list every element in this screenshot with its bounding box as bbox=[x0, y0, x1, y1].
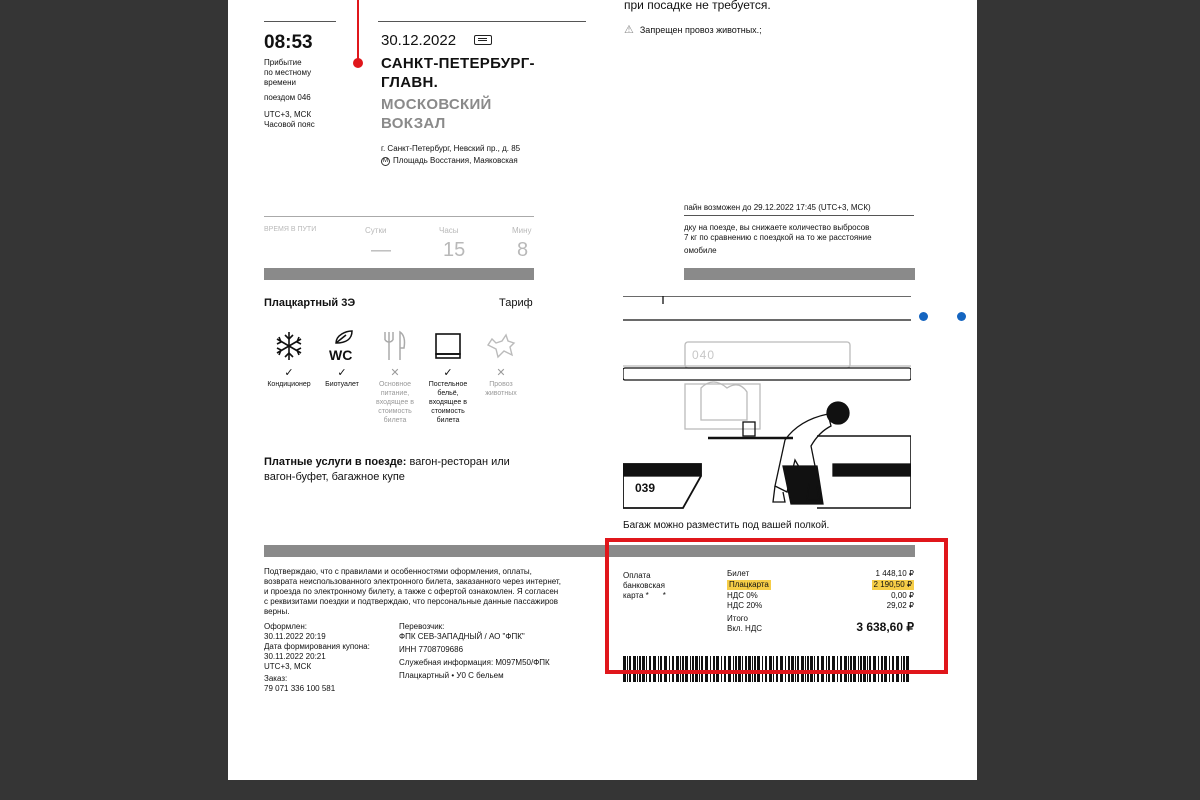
amenity-meal: ✕ Основное питание, входящее в стоимость билета bbox=[370, 328, 420, 425]
metro-info: M Площадь Восстания, Маяковская bbox=[383, 156, 518, 165]
payment-method: Оплата банковская карта * * bbox=[623, 571, 666, 600]
tariff-label: Тариф bbox=[499, 297, 533, 309]
illustration-caption: Багаж можно разместить под вашей полкой. bbox=[623, 520, 830, 531]
price-row-highlight: Плацкарта 2 190,50 ₽ bbox=[729, 580, 912, 589]
ticket-page bbox=[228, 0, 977, 780]
hours-value: 15 bbox=[443, 239, 466, 261]
scroll-indicator-dot[interactable] bbox=[919, 312, 928, 321]
section-bar bbox=[264, 268, 534, 280]
carriage-class: Плацкартный 3Э bbox=[264, 297, 356, 309]
amenity-wc: WC ✓ Биотуалет bbox=[317, 328, 367, 389]
total-row: Итого Вкл. НДС 3 638,60 ₽ bbox=[727, 614, 914, 634]
divider bbox=[684, 215, 914, 216]
amenity-bedding: ✓ Постельное бельё, входящее в стоимость билета bbox=[423, 328, 473, 425]
train-icon bbox=[474, 35, 492, 45]
bedding-icon bbox=[423, 328, 473, 364]
divider bbox=[264, 216, 534, 217]
price-row: Билет 1 448,10 ₽ bbox=[727, 569, 914, 578]
hours-label: Часы bbox=[439, 226, 459, 235]
luggage-illustration bbox=[623, 296, 911, 511]
price-row: НДС 20% 29,02 ₽ bbox=[727, 601, 914, 610]
divider bbox=[264, 21, 336, 22]
arrival-date: 30.12.2022 bbox=[381, 32, 457, 49]
travel-time-label: ВРЕМЯ В ПУТИ bbox=[264, 226, 317, 233]
seat-number-lower: 039 bbox=[635, 481, 656, 495]
wc-icon bbox=[317, 328, 367, 364]
route-line bbox=[357, 0, 359, 60]
annotation-highlight bbox=[605, 538, 948, 674]
seat-number-upper: 040 bbox=[692, 348, 716, 362]
warning-icon: ⚠ bbox=[624, 24, 634, 36]
price-row: НДС 0% 0,00 ₽ bbox=[727, 591, 914, 600]
fork-knife-icon bbox=[370, 328, 420, 364]
order-details: Оформлен: 30.11.2022 20:19 Дата формирования купона: 30.11.2022 20:21 UTC+3, МСК Заказ: 79 071 336 100 581 bbox=[264, 622, 370, 693]
route-dot bbox=[353, 58, 363, 68]
svg-text:WC: WC bbox=[329, 347, 353, 363]
station-address: г. Санкт-Петербург, Невский пр., д. 85 bbox=[381, 144, 521, 153]
timezone: UTC+3, МСК Часовой пояс bbox=[264, 110, 315, 129]
eco-text: дку на поезде, вы снижаете количество выбросов 7 кг по сравнению с поездкой на то же расстояние омобиле bbox=[684, 223, 872, 255]
scroll-indicator-dot[interactable] bbox=[957, 312, 966, 321]
carrier-details: Перевозчик: ФПК СЕВ-ЗАПАДНЫЙ / АО "ФПК" ИНН 7708709686 Служебная информация: М097М50/ФПК Плацкартный • У0 С бельем bbox=[399, 622, 550, 680]
animals-note: ⚠ Запрещен провоз животных.; bbox=[624, 24, 762, 36]
train-number: поездом 046 bbox=[264, 93, 311, 102]
boarding-note: при посадке не требуется. bbox=[624, 0, 771, 12]
snowflake-icon bbox=[264, 328, 314, 364]
minutes-label: Мину bbox=[512, 226, 532, 235]
days-value: — bbox=[371, 239, 391, 261]
metro-icon: M bbox=[383, 157, 388, 164]
section-bar bbox=[684, 268, 915, 280]
station-name: САНКТ-ПЕТЕРБУРГ- ГЛАВН. bbox=[381, 55, 535, 91]
total-amount: 3 638,60 ₽ bbox=[856, 620, 914, 634]
pets-icon bbox=[476, 328, 526, 364]
consent-text: Подтверждаю, что с правилами и особенностями оформления, оплаты, возврата неиспользованного электронного билета, заказанного через интернет, и проезда по электронному билету, а также с офертой ознакомлен. Я согласен с реквизитами поездки и подтверждаю, что персональные данные пассажиров верны. bbox=[264, 567, 561, 616]
paid-services: Платные услуги в поезде: вагон-ресторан или вагон-буфет, багажное купе bbox=[264, 456, 510, 483]
arrival-time: 08:53 bbox=[264, 32, 313, 53]
amenity-pets: ✕ Провоз животных bbox=[476, 328, 526, 398]
amenity-ac: ✓ Кондиционер bbox=[264, 328, 314, 389]
station-alt-name: МОСКОВСКИЙ ВОКЗАЛ bbox=[381, 96, 492, 132]
divider bbox=[378, 21, 586, 22]
arrival-label: Прибытие по местному времени bbox=[264, 58, 312, 87]
days-label: Сутки bbox=[365, 226, 387, 235]
change-deadline: пайн возможен до 29.12.2022 17:45 (UTC+3, МСК) bbox=[684, 203, 871, 212]
minutes-value: 8 bbox=[517, 239, 529, 261]
